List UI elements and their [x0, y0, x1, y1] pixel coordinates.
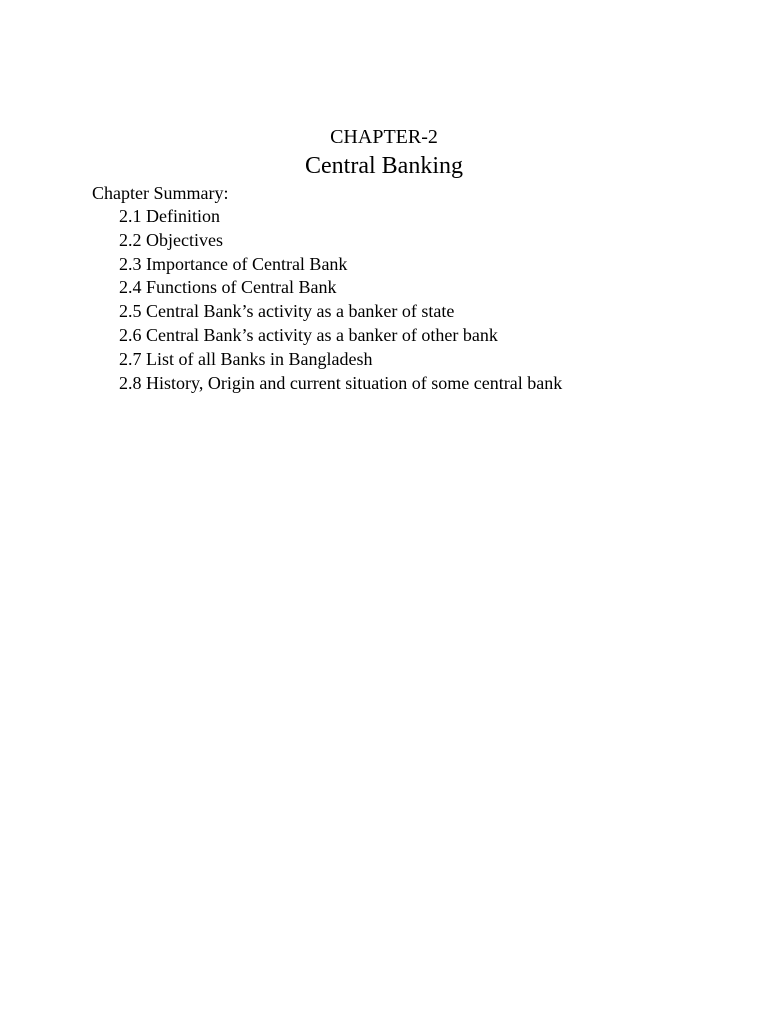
summary-item-2-5: 2.5 Central Bank’s activity as a banker of state	[119, 301, 455, 322]
summary-item-2-6: 2.6 Central Bank’s activity as a banker of other bank	[119, 324, 498, 345]
summary-item-2-8: 2.8 History, Origin and current situation of some central bank	[119, 372, 563, 393]
summary-item-2-7: 2.7 List of all Banks in Bangladesh	[119, 348, 373, 369]
summary-item-2-4: 2.4 Functions of Central Bank	[119, 277, 337, 298]
summary-item-2-2: 2.2 Objectives	[119, 229, 223, 250]
summary-heading: Chapter Summary:	[92, 183, 229, 203]
chapter-title: Central Banking	[305, 153, 463, 179]
summary-item-2-3: 2.3 Importance of Central Bank	[119, 253, 348, 274]
summary-list	[119, 205, 562, 395]
summary-item-2-1: 2.1 Definition	[119, 206, 220, 226]
chapter-label: CHAPTER-2	[330, 126, 438, 148]
